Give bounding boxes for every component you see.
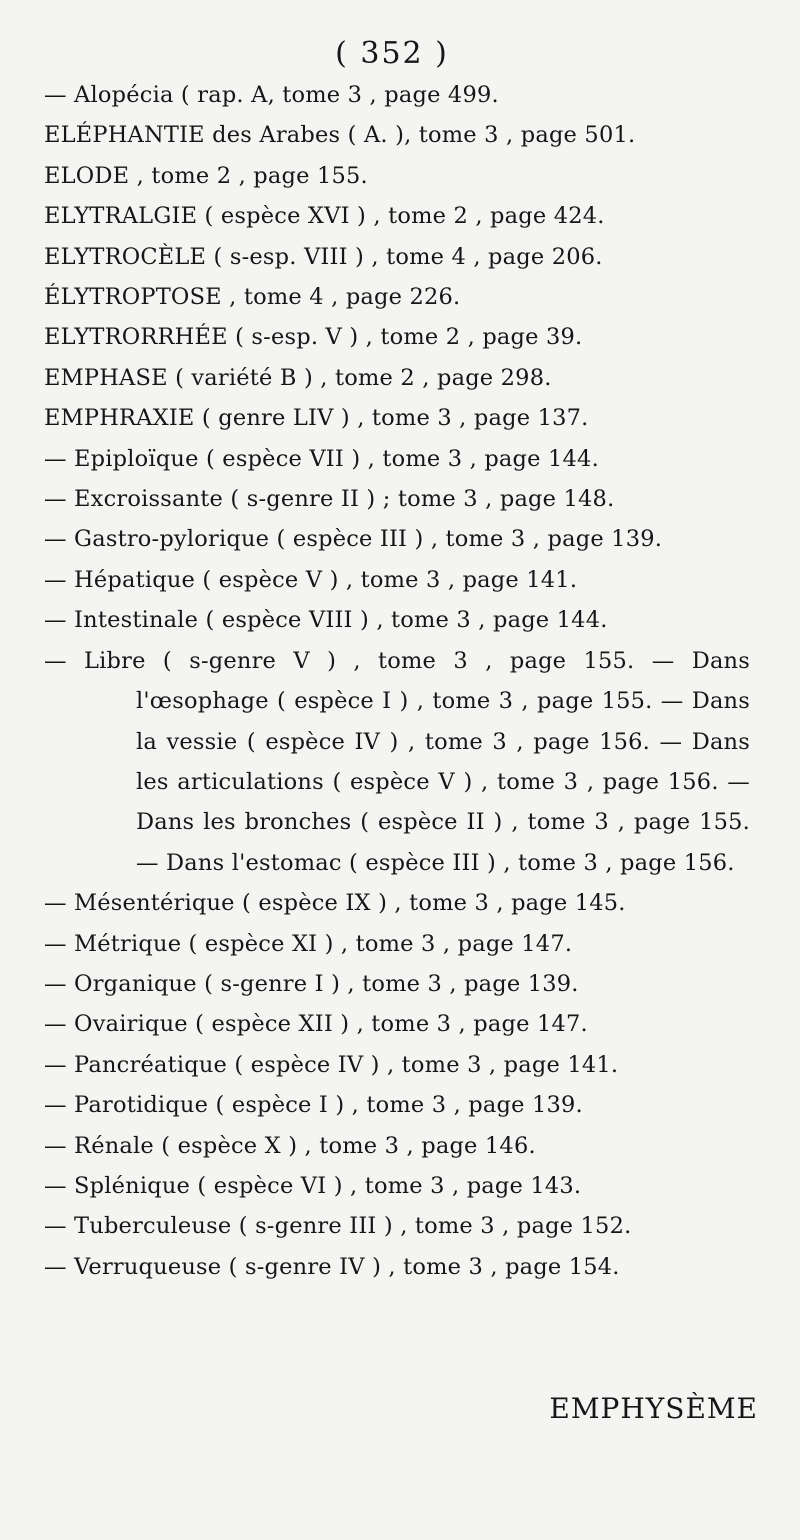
index-entry: — Tuberculeuse ( s-genre III ) , tome 3 , page 152. xyxy=(44,1213,632,1240)
index-entry: — Alopécia ( rap. A, tome 3 , page 499. xyxy=(44,82,499,108)
index-entry: — Gastro-pylorique ( espèce III ) , tome 3 , page 139. xyxy=(44,526,663,553)
index-entry: — Excroissante ( s-genre II ) ; tome 3 , page 148. xyxy=(44,486,615,513)
index-entry: — Organique ( s-genre I ) , tome 3 , page 139. xyxy=(44,970,579,997)
index-entry: — Rénale ( espèce X ) , tome 3 , page 146. xyxy=(44,1132,536,1159)
index-entry: — Pancréatique ( espèce IV ) , tome 3 , page 141. xyxy=(44,1051,619,1078)
index-entry: — Epiploïque ( espèce VII ) , tome 3 , page 144. xyxy=(44,445,599,472)
index-entry: — Ovairique ( espèce XII ) , tome 3 , page 147. xyxy=(44,1011,588,1038)
page-number: ( 352 ) xyxy=(335,36,449,71)
index-entry: — Splénique ( espèce VI ) , tome 3 , page 143. xyxy=(44,1172,582,1199)
index-entry: — Hépatique ( espèce V ) , tome 3 , page 141. xyxy=(44,566,578,593)
index-entries xyxy=(44,75,760,1287)
index-entry: ELODE , tome 2 , page 155. xyxy=(44,162,368,189)
index-entry: ELYTRORRHÉE ( s-esp. V ) , tome 2 , page 39. xyxy=(44,324,583,351)
index-entry: ELYTROCÈLE ( s-esp. VIII ) , tome 4 , page 206. xyxy=(44,243,603,270)
catchword: EMPHYSÈME xyxy=(549,1392,758,1425)
index-entry: ELÉPHANTIE des Arabes ( A. ), tome 3 , page 501. xyxy=(44,122,636,149)
index-entry: — Verruqueuse ( s-genre IV ) , tome 3 , page 154. xyxy=(44,1253,620,1280)
index-entry: — Mésentérique ( espèce IX ) , tome 3 , page 145. xyxy=(44,890,626,917)
index-entry: — Parotidique ( espèce I ) , tome 3 , page 139. xyxy=(44,1092,583,1119)
index-entry: ELYTRALGIE ( espèce XVI ) , tome 2 , page 424. xyxy=(44,203,605,230)
index-entry: ÉLYTROPTOSE , tome 4 , page 226. xyxy=(44,284,461,311)
index-entry: EMPHASE ( variété B ) , tome 2 , page 298. xyxy=(44,364,552,391)
index-entry-multiline: — Libre ( s-genre V ) , tome 3 , page 155. — Dans l'œsophage ( espèce I ) , tome 3 , page 155. — Dans la vessie ( espèce IV ) , tome 3 , page 156. — Dans les articulations ( espèce V ) , tome 3 , page 156. — Dans les bronches ( espèce II ) , tome 3 , page 155. — Dans l'estomac ( espèce III ) , tome 3 , page 156. xyxy=(44,647,750,876)
index-entry: — Métrique ( espèce XI ) , tome 3 , page 147. xyxy=(44,930,573,957)
index-entry: EMPHRAXIE ( genre LIV ) , tome 3 , page 137. xyxy=(44,405,589,432)
index-entry: — Intestinale ( espèce VIII ) , tome 3 , page 144. xyxy=(44,607,608,634)
